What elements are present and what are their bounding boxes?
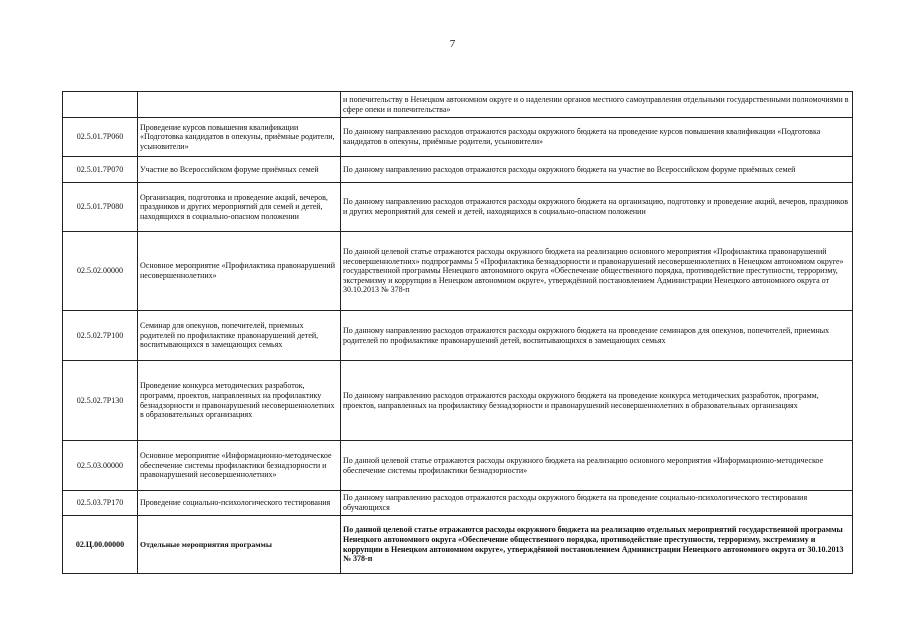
- row-description: По данному направлению расходов отражаются расходы окружного бюджета на проведение социально-психологического тестирования обучающихся: [341, 491, 853, 516]
- table-row: [63, 157, 853, 183]
- row-code: 02.5.01.7Р070: [63, 157, 138, 183]
- row-code: 02.5.03.7Р170: [63, 491, 138, 516]
- page-number: 7: [449, 38, 456, 50]
- table-row: [63, 232, 853, 311]
- row-code: 02.Ц.00.00000: [63, 516, 138, 574]
- row-description: По данной целевой статье отражаются расходы окружного бюджета на реализацию основного мероприятия «Информационно-методическое обеспечение системы профилактики безнадзорности»: [341, 441, 853, 491]
- row-code: 02.5.02.7Р130: [63, 361, 138, 441]
- table-row: [63, 491, 853, 516]
- row-name: Семинар для опекунов, попечителей, приемных родителей по профилактике правонарушений детей, воспитывающихся в замещающих семьях: [138, 311, 341, 361]
- row-description: По данному направлению расходов отражаются расходы окружного бюджета на участие во Всероссийском форуме приёмных семей: [341, 157, 853, 183]
- row-code: 02.5.01.7Р080: [63, 183, 138, 232]
- row-code: 02.5.03.00000: [63, 441, 138, 491]
- row-name: Организация, подготовка и проведение акций, вечеров, праздников и других мероприятий для семей и детей, находящихся в социально-опасном положении: [138, 183, 341, 232]
- table-row: [63, 361, 853, 441]
- table-row: [63, 516, 853, 574]
- row-code: 02.5.02.00000: [63, 232, 138, 311]
- table-row: [63, 118, 853, 157]
- row-description: По данному направлению расходов отражаются расходы окружного бюджета на проведение семинаров для опекунов, попечителей, приемных родителей по профилактике правонарушений детей, воспитывающихся в замещающих семьях: [341, 311, 853, 361]
- row-description: По данной целевой статье отражаются расходы окружного бюджета на реализацию основного мероприятия «Профилактика правонарушений несовершеннолетних» подпрограммы 5 «Профилактика безнадзорности и правонарушений несовершеннолетних в Ненецком автономном округе» государственной программы Ненецкого автономного округа «Обеспечение общественного порядка, противодействие преступности, терроризму, экстремизму и коррупции в Ненецком автономном округе», утверждённой постановлением Администрации Ненецкого автономного округа от 30.10.2013 № 378-п: [341, 232, 853, 311]
- row-name: Проведение курсов повышения квалификации «Подготовка кандидатов в опекуны, приёмные родители, усыновители»: [138, 118, 341, 157]
- table-row: [63, 183, 853, 232]
- row-description: По данному направлению расходов отражаются расходы окружного бюджета на организацию, подготовку и проведение акций, вечеров, праздников и других мероприятий для семей и детей, находящихся в социально-опасном положении: [341, 183, 853, 232]
- row-code: 02.5.01.7Р060: [63, 118, 138, 157]
- table-row: [63, 311, 853, 361]
- table-row: [63, 92, 853, 118]
- row-description: По данной целевой статье отражаются расходы окружного бюджета на реализацию отдельных мероприятий государственной программы Ненецкого автономного округа «Обеспечение общественного порядка, противодействие преступности, терроризму, экстремизму и коррупции в Ненецком автономном округе», утверждённой постановлением Администрации Ненецкого автономного округа от 30.10.2013 № 378-п: [341, 516, 853, 574]
- row-name: Отдельные мероприятия программы: [138, 516, 341, 574]
- row-code: [63, 92, 138, 118]
- row-name: Проведение конкурса методических разработок, программ, проектов, направленных на профилактику безнадзорности и правонарушений несовершеннолетних в образовательных организациях: [138, 361, 341, 441]
- row-description: По данному направлению расходов отражаются расходы окружного бюджета на проведение курсов повышения квалификации «Подготовка кандидатов в опекуны, приёмные родители, усыновители»: [341, 118, 853, 157]
- row-name: Основное мероприятие «Профилактика правонарушений несовершеннолетних»: [138, 232, 341, 311]
- row-code: 02.5.02.7Р100: [63, 311, 138, 361]
- row-name: Проведение социально-психологического тестирования: [138, 491, 341, 516]
- row-name: Участие во Всероссийском форуме приёмных семей: [138, 157, 341, 183]
- row-description: и попечительству в Ненецком автономном округе и о наделении органов местного самоуправления отдельными государственными полномочиями в сфере опеки и попечительства»: [341, 92, 853, 118]
- row-name: Основное мероприятие «Информационно-методическое обеспечение системы профилактики безнадзорности и правонарушений несовершеннолетних»: [138, 441, 341, 491]
- row-name: [138, 92, 341, 118]
- table-row: [63, 441, 853, 491]
- row-description: По данному направлению расходов отражаются расходы окружного бюджета на проведение конкурса методических разработок, программ, проектов, направленных на профилактику безнадзорности и правонарушений несовершеннолетних в образовательных организациях: [341, 361, 853, 441]
- budget-classification-table: [62, 91, 853, 574]
